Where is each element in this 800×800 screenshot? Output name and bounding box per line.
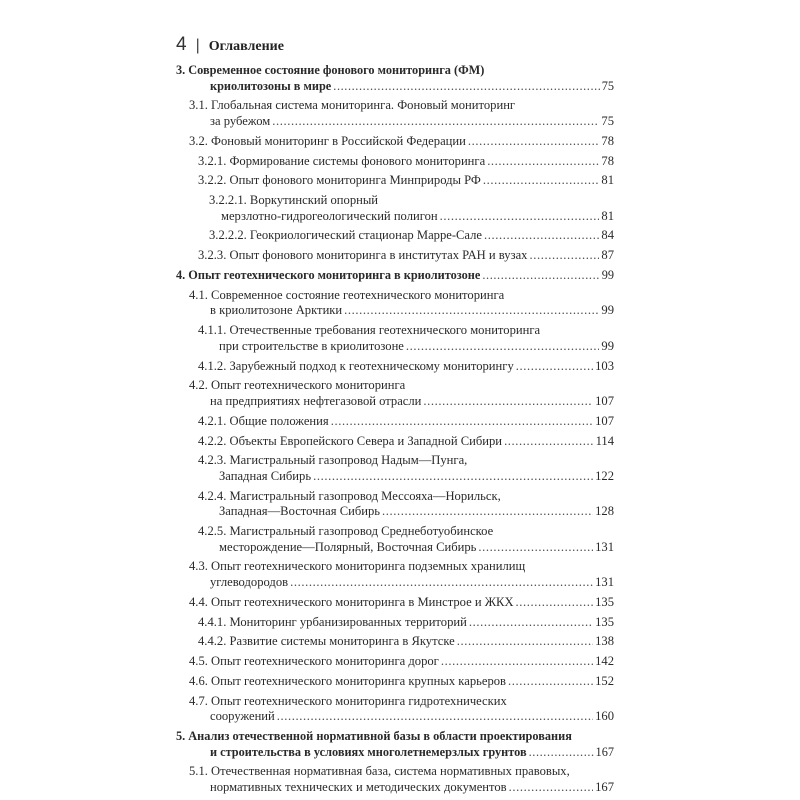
toc-entry-last-line (176, 79, 614, 95)
toc-entry-last-line (189, 114, 614, 130)
dot-leader (440, 209, 600, 225)
toc-entry[interactable] (176, 378, 614, 409)
toc-entry[interactable] (176, 524, 614, 555)
toc-entry-last-line (198, 615, 614, 631)
dot-leader (457, 634, 593, 650)
toc-entry-title-line: 4.6. Опыт геотехнического мониторинга крупных карьеров (189, 673, 506, 688)
dot-leader (478, 540, 593, 556)
toc-entry-title-line: 4.2.1. Общие положения (198, 413, 329, 428)
toc-entry-title-line: 4.4.1. Мониторинг урбанизированных территорий (198, 614, 467, 629)
toc-page-number: 87 (601, 248, 614, 263)
toc-entry-last-line (189, 674, 614, 690)
toc-page-number: 122 (595, 468, 614, 483)
toc-entry-title-line: 3.2.3. Опыт фонового мониторинга в институтах РАН и вузах (198, 248, 528, 263)
toc-entry[interactable] (176, 173, 614, 189)
dot-leader (441, 654, 593, 670)
toc-entry-last-line (198, 434, 614, 450)
toc-entry-title-line: 4.2.2. Объекты Европейского Севера и Западной Сибири (198, 433, 503, 448)
toc-entry-title-line: 4.2.5. Магистральный газопровод Среднеботуобинское (198, 524, 494, 539)
toc-entry-last-line (189, 780, 614, 796)
toc-entry-title-line: 3.2.2.1. Воркутинский опорный (209, 193, 379, 208)
toc-entry[interactable] (176, 595, 614, 611)
toc-entry[interactable] (176, 228, 614, 244)
toc-entry-title-line: при строительстве в криолитозоне (219, 338, 404, 353)
toc-entry-title-line: 3.2.1. Формирование системы фонового мониторинга (198, 153, 486, 168)
toc-entry-title-line: 4.2.3. Магистральный газопровод Надым—Пунга, (198, 453, 468, 468)
toc-entry[interactable] (176, 434, 614, 450)
toc-page-number: 142 (595, 654, 614, 669)
toc-entry-title-line: нормативных технических и методических документов (210, 780, 507, 795)
table-of-contents (176, 63, 614, 800)
toc-page-number: 103 (595, 358, 614, 373)
toc-entry[interactable] (176, 694, 614, 725)
toc-page-number: 99 (601, 268, 614, 283)
dot-leader (529, 248, 599, 264)
dot-leader (508, 674, 593, 690)
toc-entry-title-line: 4.1. Современное состояние геотехнического мониторинга (189, 287, 505, 302)
dot-leader (272, 114, 599, 130)
toc-entry-last-line (209, 228, 614, 244)
toc-entry-title-line: 4.7. Опыт геотехнического мониторинга гидротехнических (189, 693, 507, 708)
toc-entry-last-line (189, 303, 614, 319)
toc-page-number: 99 (601, 303, 614, 318)
toc-entry-title-line: мерзлотно-гидрогеологический полигон (221, 208, 438, 223)
toc-page-number: 78 (601, 133, 614, 148)
toc-entry-last-line (198, 339, 614, 355)
dot-leader (382, 504, 593, 520)
toc-entry[interactable] (176, 268, 614, 284)
toc-entry[interactable] (176, 453, 614, 484)
toc-entry[interactable] (176, 98, 614, 129)
toc-entry-title-line: 4.4. Опыт геотехнического мониторинга в Минстрое и ЖКХ (189, 594, 514, 609)
running-head (176, 34, 284, 56)
toc-entry[interactable] (176, 193, 614, 224)
toc-entry-title-line: Западная Сибирь (219, 468, 312, 483)
toc-entry-title-line: 3.2. Фоновый мониторинг в Российской Федерации (189, 133, 466, 148)
toc-page-number: 107 (595, 393, 614, 408)
toc-entry-title-line: криолитозоны в мире (210, 78, 332, 93)
toc-entry-last-line (198, 359, 614, 375)
dot-leader (406, 339, 600, 355)
toc-entry[interactable] (176, 634, 614, 650)
dot-leader (516, 595, 594, 611)
dot-leader (277, 709, 593, 725)
toc-page-number: 78 (601, 153, 614, 168)
toc-entry[interactable] (176, 674, 614, 690)
toc-entry-title-line: за рубежом (210, 113, 271, 128)
dot-leader (423, 394, 593, 410)
toc-entry-title-line: 5. Анализ отечественной нормативной базы в области проектирования (176, 729, 572, 744)
dot-leader (468, 134, 600, 150)
toc-entry-title-line: 3.2.2. Опыт фонового мониторинга Минприроды РФ (198, 173, 481, 188)
toc-entry-last-line (198, 540, 614, 556)
toc-entry-last-line (189, 134, 614, 150)
toc-page-number: 131 (595, 575, 614, 589)
toc-entry-title-line: 4.4.2. Развитие системы мониторинга в Якутске (198, 634, 455, 649)
toc-entry-title-line: углеводородов (210, 575, 289, 589)
toc-entry[interactable] (176, 323, 614, 354)
dot-leader (313, 469, 593, 485)
toc-entry[interactable] (176, 559, 614, 590)
toc-page-number: 135 (595, 614, 614, 629)
section-title: Оглавление (208, 39, 284, 54)
page-number: 4 (176, 34, 187, 55)
toc-entry-title-line: 4. Опыт геотехнического мониторинга в криолитозоне (176, 268, 481, 283)
toc-page-number: 128 (595, 504, 614, 519)
toc-page-number: 131 (595, 539, 614, 554)
toc-entry-last-line (189, 394, 614, 410)
toc-entry-last-line (176, 745, 614, 761)
toc-entry-last-line (198, 504, 614, 520)
toc-entry-last-line (198, 634, 614, 650)
toc-entry-title-line: и строительства в условиях многолетнемерзлых грунтов (210, 744, 527, 759)
dot-leader (509, 780, 593, 796)
toc-entry[interactable] (176, 414, 614, 430)
dot-leader (504, 434, 594, 450)
dot-leader (290, 575, 593, 591)
toc-page-number: 138 (595, 634, 614, 649)
toc-page-number: 75 (601, 78, 614, 93)
toc-entry-last-line (198, 414, 614, 430)
dot-leader (482, 268, 599, 284)
toc-entry-title-line: Западная—Восточная Сибирь (219, 504, 381, 519)
toc-entry-title-line: 4.2.4. Магистральный газопровод Мессояха—Норильск, (198, 488, 501, 503)
toc-entry-last-line (198, 154, 614, 170)
toc-entry[interactable] (176, 288, 614, 319)
toc-entry-last-line (189, 595, 614, 611)
toc-entry[interactable] (176, 359, 614, 375)
toc-page-number: 114 (595, 433, 614, 448)
toc-page-number: 107 (595, 413, 614, 428)
toc-entry[interactable] (176, 615, 614, 631)
toc-entry[interactable] (176, 154, 614, 170)
toc-entry-last-line (198, 173, 614, 189)
toc-entry-title-line: 3. Современное состояние фонового мониторинга (ФМ) (176, 63, 485, 77)
dot-leader (516, 359, 593, 375)
dot-leader (331, 414, 593, 430)
toc-entry[interactable] (176, 248, 614, 264)
toc-entry-title-line: 4.2. Опыт геотехнического мониторинга (189, 378, 406, 393)
toc-entry[interactable] (176, 764, 614, 795)
toc-entry-title-line: 4.5. Опыт геотехнического мониторинга дорог (189, 654, 439, 669)
toc-entry-title-line: сооружений (210, 709, 275, 724)
toc-entry-title-line: 4.1.1. Отечественные требования геотехнического мониторинга (198, 323, 541, 338)
toc-page-number: 75 (601, 113, 614, 128)
toc-page-number: 84 (601, 228, 614, 243)
dot-leader (483, 173, 600, 189)
toc-entry[interactable] (176, 489, 614, 520)
dot-leader (487, 154, 599, 170)
toc-entry-title-line: месторождение—Полярный, Восточная Сибирь (219, 539, 477, 554)
toc-entry[interactable] (176, 654, 614, 670)
toc-entry-last-line (189, 654, 614, 670)
dot-leader (344, 303, 599, 319)
toc-page-number: 152 (595, 673, 614, 688)
toc-entry[interactable] (176, 134, 614, 150)
toc-entry-title-line: в криолитозоне Арктики (210, 303, 343, 318)
toc-entry-title-line: на предприятиях нефтегазовой отрасли (210, 393, 422, 408)
header-separator: | (195, 37, 200, 54)
dot-leader (469, 615, 593, 631)
toc-entry-last-line (198, 469, 614, 485)
toc-entry-title-line: 4.1.2. Зарубежный подход к геотехническому мониторингу (198, 358, 514, 373)
dot-leader (333, 79, 599, 95)
toc-page-number: 81 (601, 208, 614, 223)
toc-page-number: 99 (601, 338, 614, 353)
toc-entry-title-line: 3.2.2.2. Геокриологический стационар Марре-Сале (209, 228, 483, 243)
dot-leader (529, 745, 594, 761)
toc-entry-last-line (198, 248, 614, 264)
toc-entry-last-line (176, 268, 614, 284)
dot-leader (484, 228, 599, 244)
toc-page-number: 81 (601, 173, 614, 188)
toc-page-number: 135 (595, 594, 614, 609)
toc-page-number: 160 (595, 709, 614, 724)
toc-entry[interactable] (176, 63, 614, 94)
toc-entry-last-line (189, 575, 614, 591)
toc-entry-title-line: 5.1. Отечественная нормативная база, система нормативных правовых, (189, 764, 570, 779)
toc-entry-last-line (189, 709, 614, 725)
toc-entry[interactable] (176, 729, 614, 760)
toc-entry-last-line (209, 209, 614, 225)
toc-page-number: 167 (595, 780, 614, 795)
toc-entry-title-line: 4.3. Опыт геотехнического мониторинга подземных хранилищ (189, 559, 526, 574)
toc-entry-title-line: 3.1. Глобальная система мониторинга. Фоновый мониторинг (189, 98, 516, 113)
toc-page-number: 167 (595, 744, 614, 759)
